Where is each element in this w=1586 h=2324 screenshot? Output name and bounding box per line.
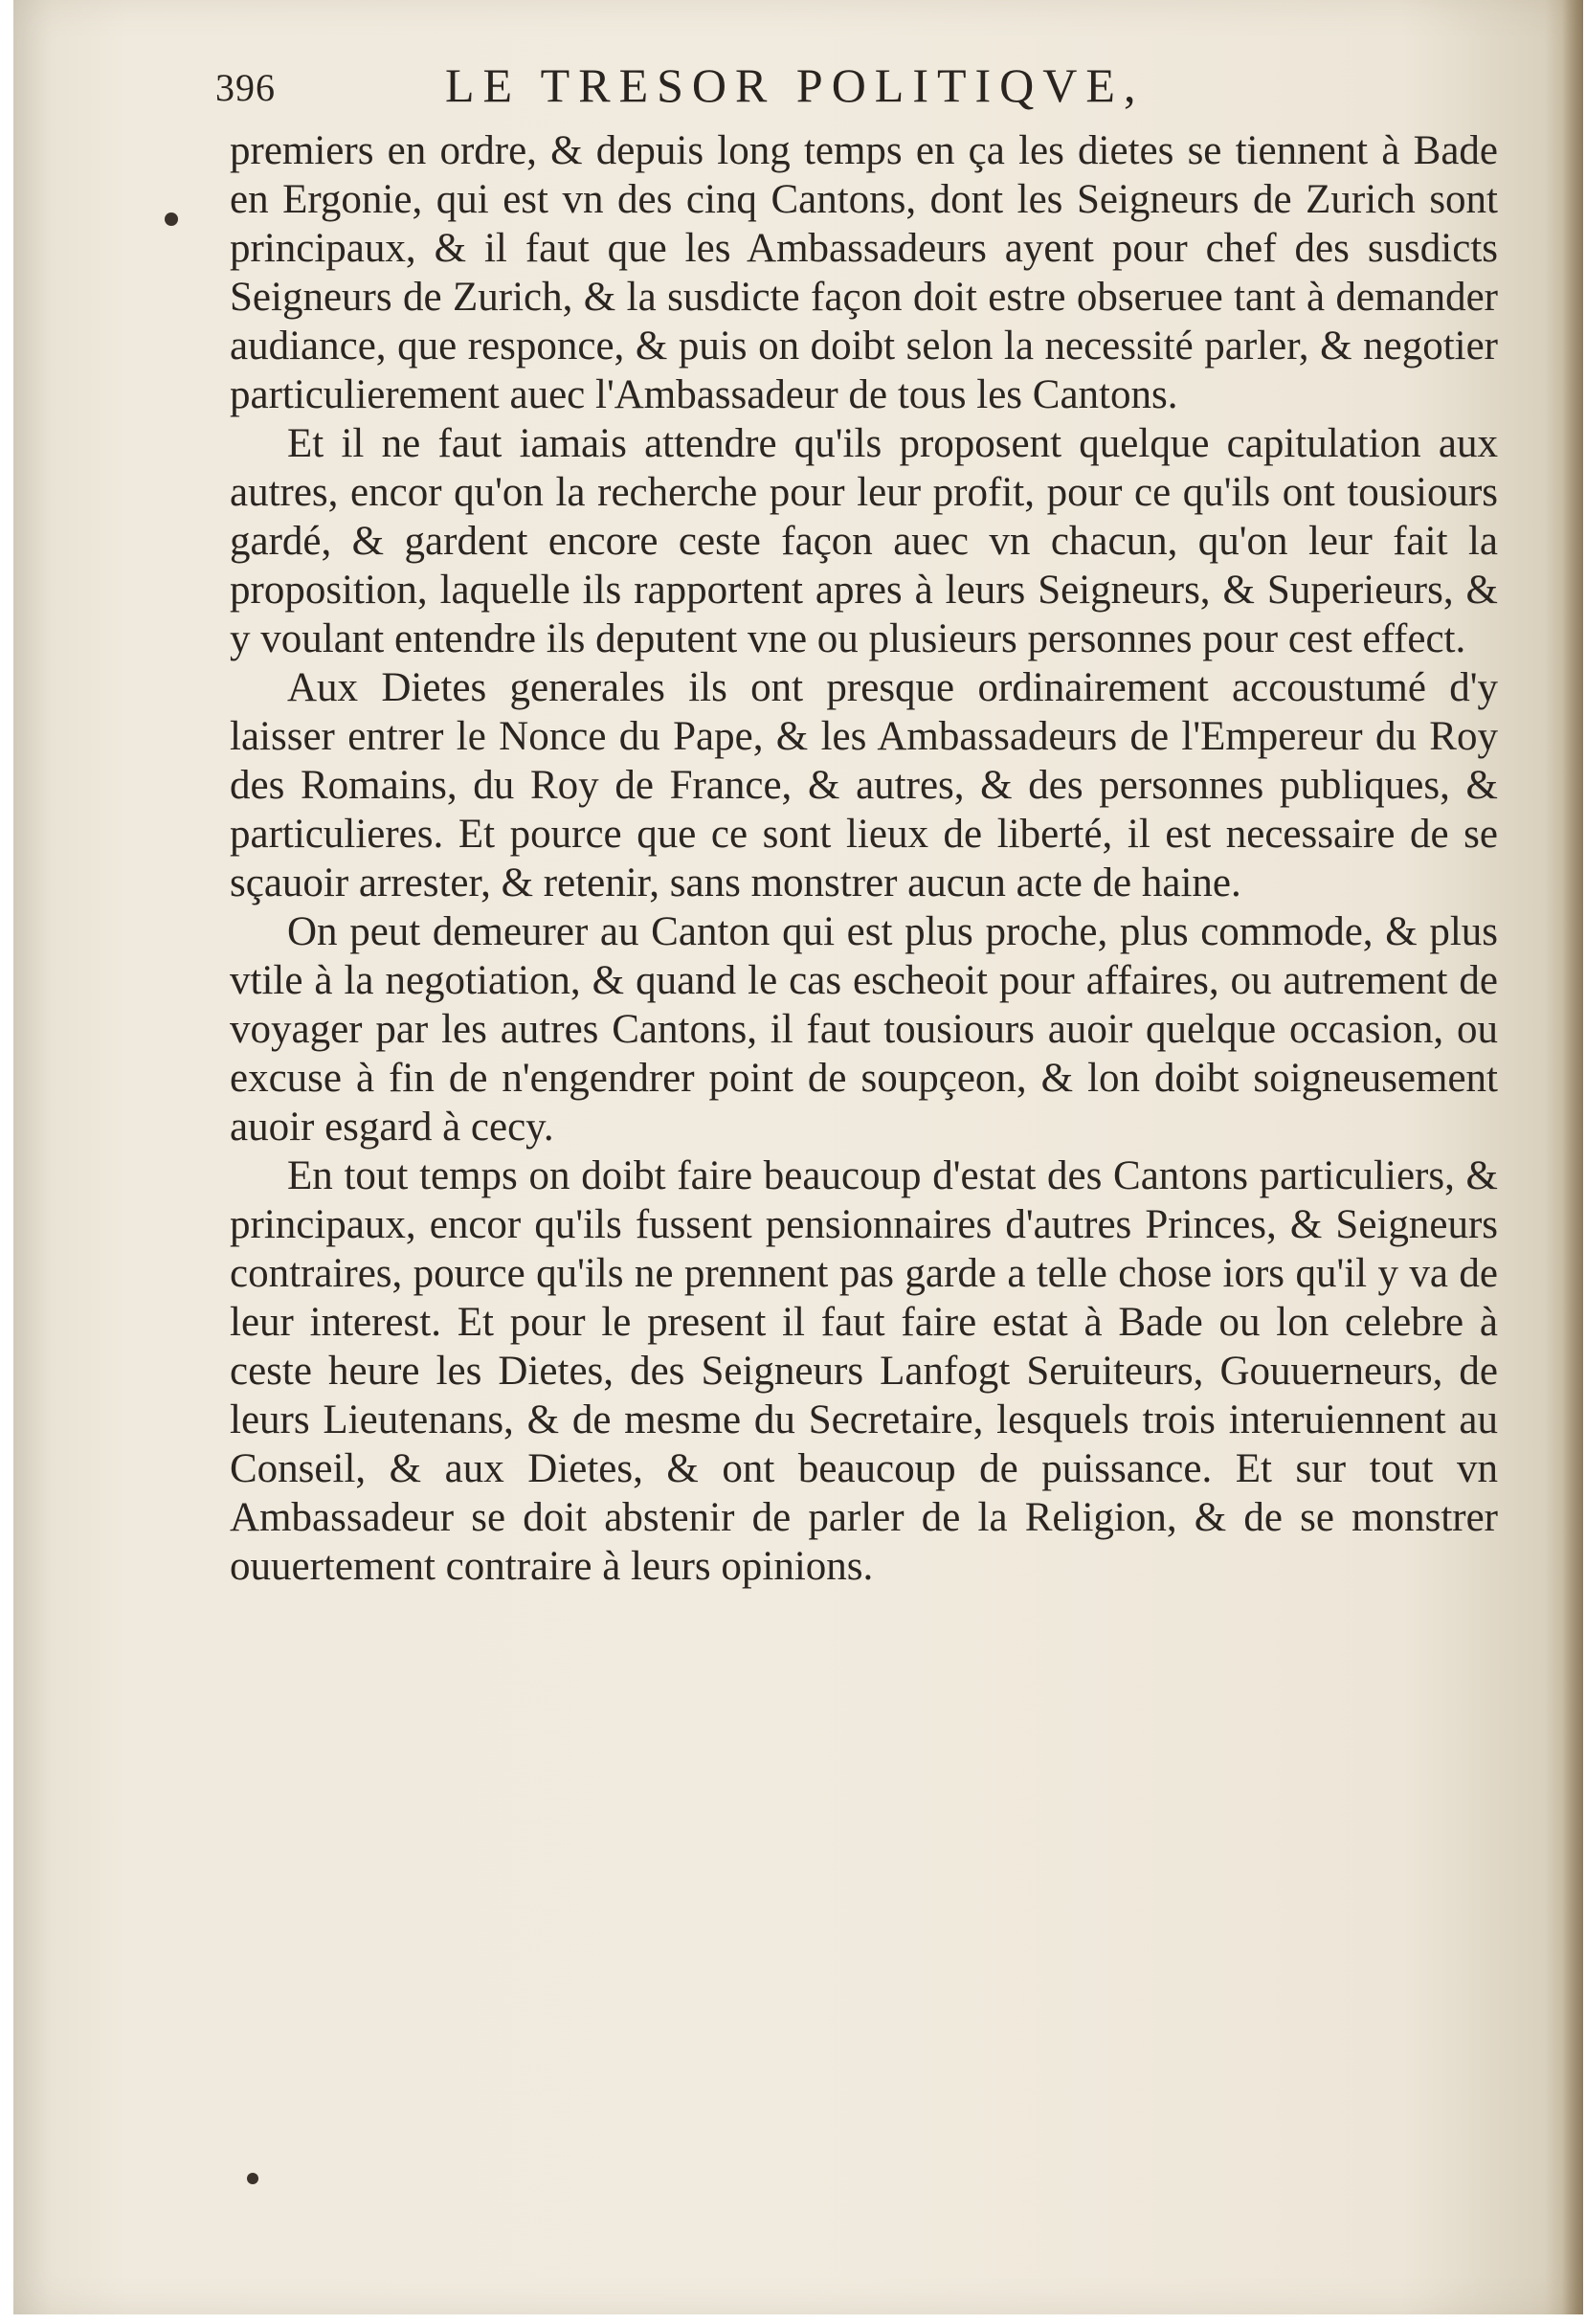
running-title: LE TRESOR POLITIQVE, xyxy=(445,58,1145,112)
body-text xyxy=(230,126,1498,1591)
page-gutter-shadow xyxy=(1562,0,1583,2314)
ink-speck-margin-bottom xyxy=(247,2173,258,2184)
paragraph: En tout temps on doibt faire beaucoup d'estat des Cantons particuliers, & principaux, encor qu'ils fussent pensionnaires d'autres Princes, & Seigneurs contraires, pource qu'ils ne prennent pas garde a telle chose iors qu'il y va de leur interest. Et pour le present il faut faire estat à Bade ou lon celebre à ceste heure les Dietes, des Seigneurs Lanfogt Seruiteurs, Gouuerneurs, de leurs Lieutenans, & de mesme du Secretaire, lesquels trois interuiennent au Conseil, & aux Dietes, & ont beaucoup de puissance. Et sur tout vn Ambassadeur se doit abstenir de parler de la Religion, & de se monstrer ouuertement contraire à leurs opinions. xyxy=(230,1153,1498,1589)
paragraph: On peut demeurer au Canton qui est plus proche, plus commode, & plus vtile à la negotiation, & quand le cas escheoit pour affaires, ou autrement de voyager par les autres Cantons, il faut tousiours auoir quelque occasion, ou excuse à fin de n'engendrer point de soupçeon, & lon doibt soigneusement auoir esgard à cecy. xyxy=(230,909,1498,1150)
paragraph: Aux Dietes generales ils ont presque ordinairement accoustumé d'y laisser entrer le Nonce du Pape, & les Ambassadeurs de l'Empereur du Roy des Romains, du Roy de France, & autres, & des personnes publiques, & particulieres. Et pource que ce sont lieux de liberté, il est necessaire de se sçauoir arrester, & retenir, sans monstrer aucun acte de haine. xyxy=(230,665,1498,905)
page-number: 396 xyxy=(215,66,276,109)
page-header xyxy=(215,57,1345,124)
paragraph: Et il ne faut iamais attendre qu'ils proposent quelque capitulation aux autres, encor qu'on la recherche pour leur profit, pour ce qu'ils ont tousiours gardé, & gardent encore ceste façon auec vn chacun, qu'on leur fait la proposition, laquelle ils rapportent apres à leurs Seigneurs, & Superieurs, & y voulant entendre ils deputent vne ou plusieurs personnes pour cest effect. xyxy=(230,421,1498,661)
paragraph: premiers en ordre, & depuis long temps en ça les dietes se tiennent à Bade en Ergonie, qui est vn des cinq Cantons, dont les Seigneurs de Zurich sont principaux, & il faut que les Ambassadeurs ayent pour chef des susdicts Seigneurs de Zurich, & la susdicte façon doit estre obseruee tant à demander audiance, que responce, & puis on doibt selon la necessité parler, & negotier particulierement auec l'Ambassadeur de tous les Cantons. xyxy=(230,128,1498,417)
ink-speck-margin-left xyxy=(165,212,178,226)
